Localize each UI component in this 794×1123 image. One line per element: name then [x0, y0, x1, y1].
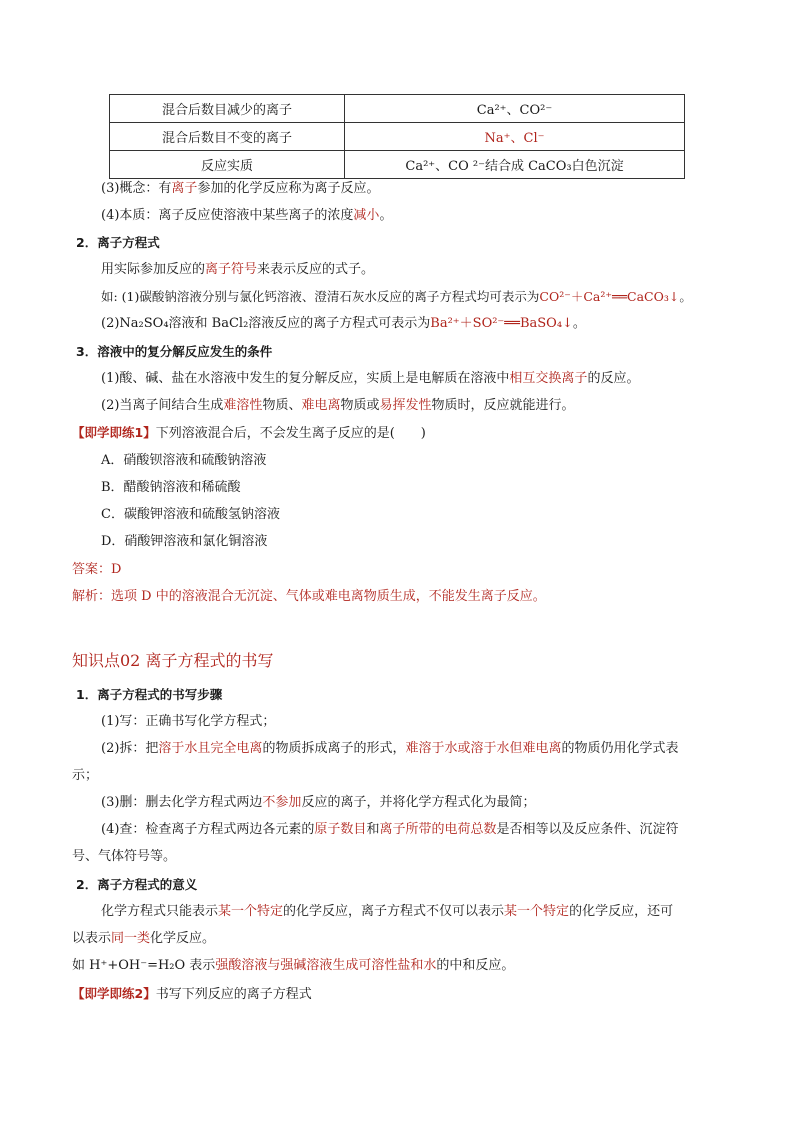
text: (3)删：删去化学方程式两边	[101, 795, 263, 810]
table-cell-value: Na⁺、Cl⁻	[345, 123, 685, 151]
text: 参加的化学反应称为离子反应。	[197, 181, 380, 196]
text: 反应的离子，并将化学方程式化为最简；	[301, 795, 536, 810]
equation: Ba²⁺＋SO²⁻══BaSO₄↓	[430, 316, 573, 331]
exercise-2-question	[72, 985, 312, 1004]
highlight: 难溶性	[223, 398, 263, 413]
highlight: 难电离	[301, 398, 341, 413]
text: 的化学反应，离子方程式不仅可以表示	[283, 904, 505, 919]
text: 的反应。	[587, 371, 640, 386]
text: 用实际参加反应的	[101, 262, 206, 277]
text: (3)概念：有	[101, 181, 172, 196]
text: 物质时，反应就能进行。	[431, 398, 575, 413]
meaning-line-1	[101, 903, 673, 921]
text: 。	[379, 208, 393, 223]
text: 化学反应。	[150, 931, 216, 946]
section-heading: 2．离子方程式的意义	[76, 877, 198, 892]
highlight: 某一个特定	[218, 904, 284, 919]
highlight: 离子所带的电荷总数	[379, 822, 497, 837]
concept-line	[101, 180, 379, 198]
text: 如 H⁺+OH⁻=H₂O 表示	[72, 958, 216, 973]
table-row	[110, 151, 685, 179]
text: (2)当离子间结合生成	[101, 398, 224, 413]
section-heading: 2．离子方程式	[76, 235, 160, 250]
exercise-tag: 【即学即练2】	[72, 986, 156, 1001]
section-heading: 1．离子方程式的书写步骤	[76, 687, 223, 702]
highlight: 原子数目	[314, 822, 367, 837]
text: 物质或	[340, 398, 380, 413]
definition-line	[101, 261, 374, 279]
example-line-1	[101, 288, 692, 306]
analysis: 解析：选项 D 中的溶液混合无沉淀、气体或难电离物质生成，不能发生离子反应。	[72, 589, 546, 604]
condition-line-1	[101, 370, 639, 388]
highlight: 某一个特定	[504, 904, 570, 919]
text: 的中和反应。	[436, 958, 515, 973]
highlight: 强酸溶液与强碱溶液生成可溶性盐和水	[215, 958, 437, 973]
option-c: C．碳酸钾溶液和硫酸氢钠溶液	[101, 507, 280, 522]
table-cell-label: 反应实质	[110, 151, 345, 179]
text: 的物质拆成离子的形式，	[262, 741, 406, 756]
table-row	[110, 123, 685, 151]
highlight: 难溶于水或溶于水但难电离	[405, 741, 562, 756]
highlight: 相互交换离子	[509, 371, 588, 386]
essence-line	[101, 207, 392, 225]
text: (2)Na₂SO₄溶液和 BaCl₂溶液反应的离子方程式可表示为	[101, 316, 431, 331]
text: 。	[679, 289, 692, 304]
table-cell-label: 混合后数目减少的离子	[110, 95, 345, 123]
text: 以表示	[72, 931, 112, 946]
highlight: 离子符号	[205, 262, 258, 277]
highlight: 溶于水且完全电离	[158, 741, 263, 756]
answer: 答案：D	[72, 562, 122, 577]
option-a: A．硝酸钡溶液和硫酸钠溶液	[101, 453, 267, 468]
equation: CO²⁻＋Ca²⁺══CaCO₃↓	[539, 289, 680, 304]
text: 。	[572, 316, 586, 331]
table-cell-value: Ca²⁺、CO²⁻	[345, 95, 685, 123]
step-4	[101, 821, 678, 839]
text: 物质、	[262, 398, 302, 413]
step-4-cont: 号、气体符号等。	[72, 849, 177, 864]
table-cell-label: 混合后数目不变的离子	[110, 123, 345, 151]
text: (2)拆：把	[101, 741, 159, 756]
ion-table	[109, 94, 685, 179]
meaning-line-2	[72, 930, 215, 948]
highlight: 同一类	[111, 931, 151, 946]
text: 如: (1)碳酸钠溶液分别与氯化钙溶液、澄清石灰水反应的离子方程式均可表示为	[101, 289, 540, 304]
option-b: B．醋酸钠溶液和稀硫酸	[101, 480, 241, 495]
highlight: 不参加	[262, 795, 302, 810]
exercise-1-question	[72, 424, 426, 443]
step-1: (1)写：正确书写化学方程式；	[101, 714, 276, 729]
knowledge-point-title: 知识点02 离子方程式的书写	[72, 651, 274, 670]
exercise-tag: 【即学即练1】	[72, 425, 156, 440]
example-line-2	[101, 315, 586, 333]
highlight: 离子	[171, 181, 198, 196]
text: (4)查：检查离子方程式两边各元素的	[101, 822, 315, 837]
text: 是否相等以及反应条件、沉淀符	[496, 822, 679, 837]
option-d: D．硝酸钾溶液和氯化铜溶液	[101, 534, 268, 549]
text: 的化学反应，还可	[569, 904, 674, 919]
table-row	[110, 95, 685, 123]
question-text: 书写下列反应的离子方程式	[155, 987, 312, 1002]
text: (1)酸、碱、盐在水溶液中发生的复分解反应，实质上是电解质在溶液中	[101, 371, 510, 386]
text: 化学方程式只能表示	[101, 904, 219, 919]
meaning-line-3	[72, 957, 514, 975]
question-text: 下列溶液混合后，不会发生离子反应的是( )	[155, 426, 426, 441]
text: 和	[366, 822, 380, 837]
text: 的物质仍用化学式表	[561, 741, 679, 756]
highlight: 减小	[353, 208, 380, 223]
section-heading: 3．溶液中的复分解反应发生的条件	[76, 344, 273, 359]
step-2	[101, 740, 678, 758]
table-cell-value: Ca²⁺、CO ²⁻结合成 CaCO₃白色沉淀	[345, 151, 685, 179]
highlight: 易挥发性	[379, 398, 432, 413]
text: (4)本质：离子反应使溶液中某些离子的浓度	[101, 208, 354, 223]
condition-line-2	[101, 397, 575, 415]
step-2-cont: 示；	[72, 768, 99, 783]
step-3	[101, 794, 535, 812]
text: 来表示反应的式子。	[257, 262, 375, 277]
